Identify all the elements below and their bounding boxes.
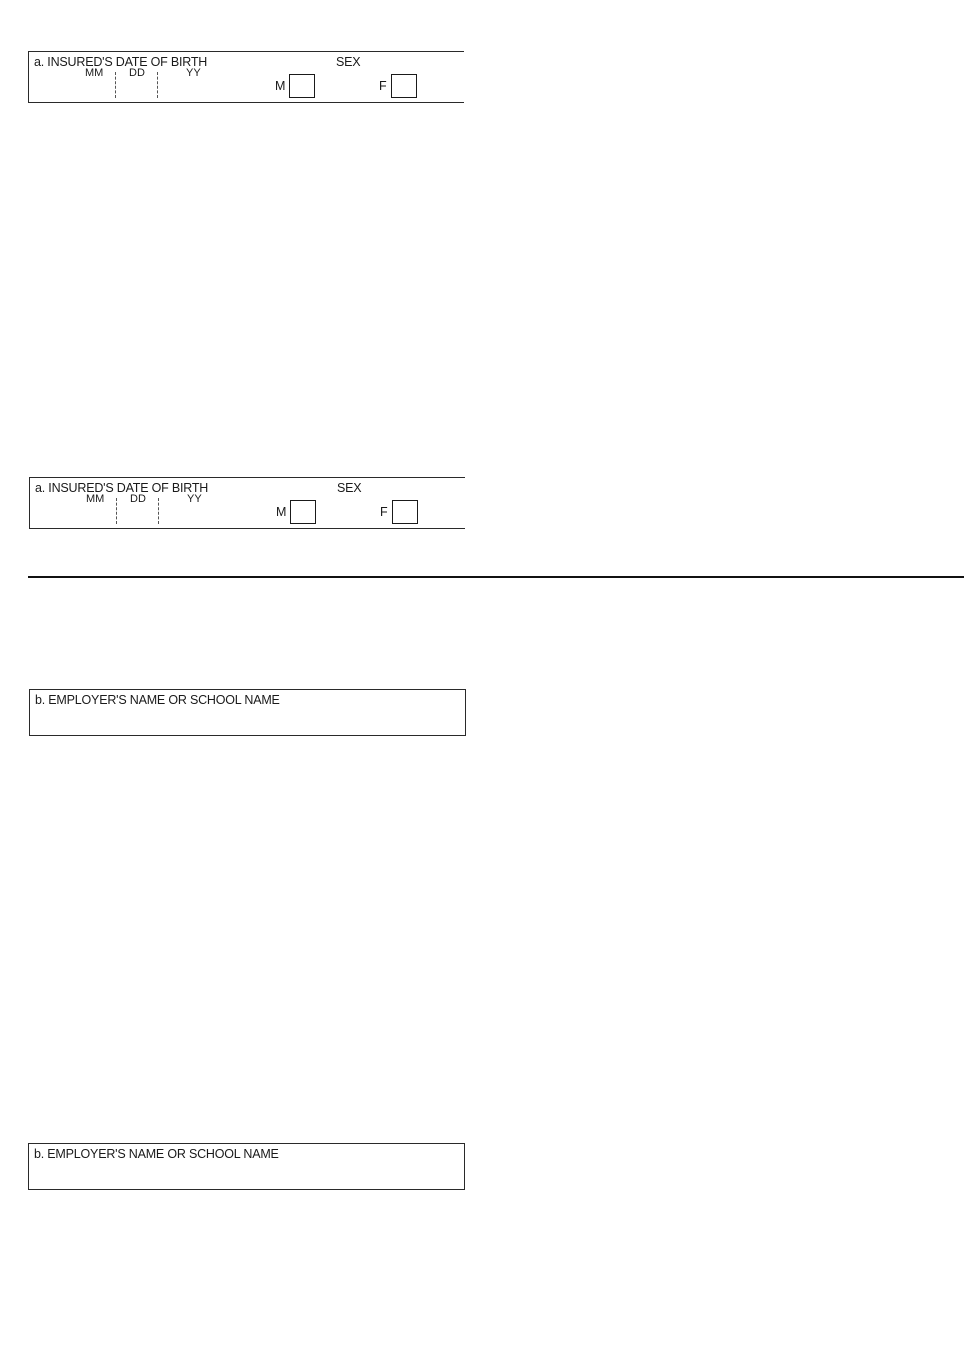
male-label: M (275, 79, 286, 93)
yy-label: YY (186, 67, 201, 79)
female-checkbox[interactable] (392, 500, 418, 524)
dd-yy-divider (157, 72, 158, 98)
dd-label: DD (130, 493, 146, 505)
male-checkbox[interactable] (290, 500, 316, 524)
female-label: F (380, 505, 388, 519)
mm-label: MM (86, 493, 105, 505)
dob-title: a. INSURED'S DATE OF BIRTH (35, 481, 209, 495)
mm-label: MM (85, 67, 104, 79)
mm-dd-divider (116, 498, 117, 524)
mm-dd-divider (115, 72, 116, 98)
sex-label: SEX (337, 481, 362, 495)
employer-field-box-2[interactable] (28, 1143, 465, 1190)
dob-field-box-2 (29, 477, 465, 529)
male-checkbox[interactable] (289, 74, 315, 98)
employer-title: b. EMPLOYER'S NAME OR SCHOOL NAME (35, 693, 280, 707)
male-label: M (276, 505, 287, 519)
yy-label: YY (187, 493, 202, 505)
dd-yy-divider (158, 498, 159, 524)
female-checkbox[interactable] (391, 74, 417, 98)
dob-title: a. INSURED'S DATE OF BIRTH (34, 55, 208, 69)
female-label: F (379, 79, 387, 93)
dob-field-box-1 (28, 51, 464, 103)
section-divider (28, 576, 964, 578)
employer-title: b. EMPLOYER'S NAME OR SCHOOL NAME (34, 1147, 279, 1161)
sex-label: SEX (336, 55, 361, 69)
employer-field-box-1[interactable] (29, 689, 466, 736)
dd-label: DD (129, 67, 145, 79)
